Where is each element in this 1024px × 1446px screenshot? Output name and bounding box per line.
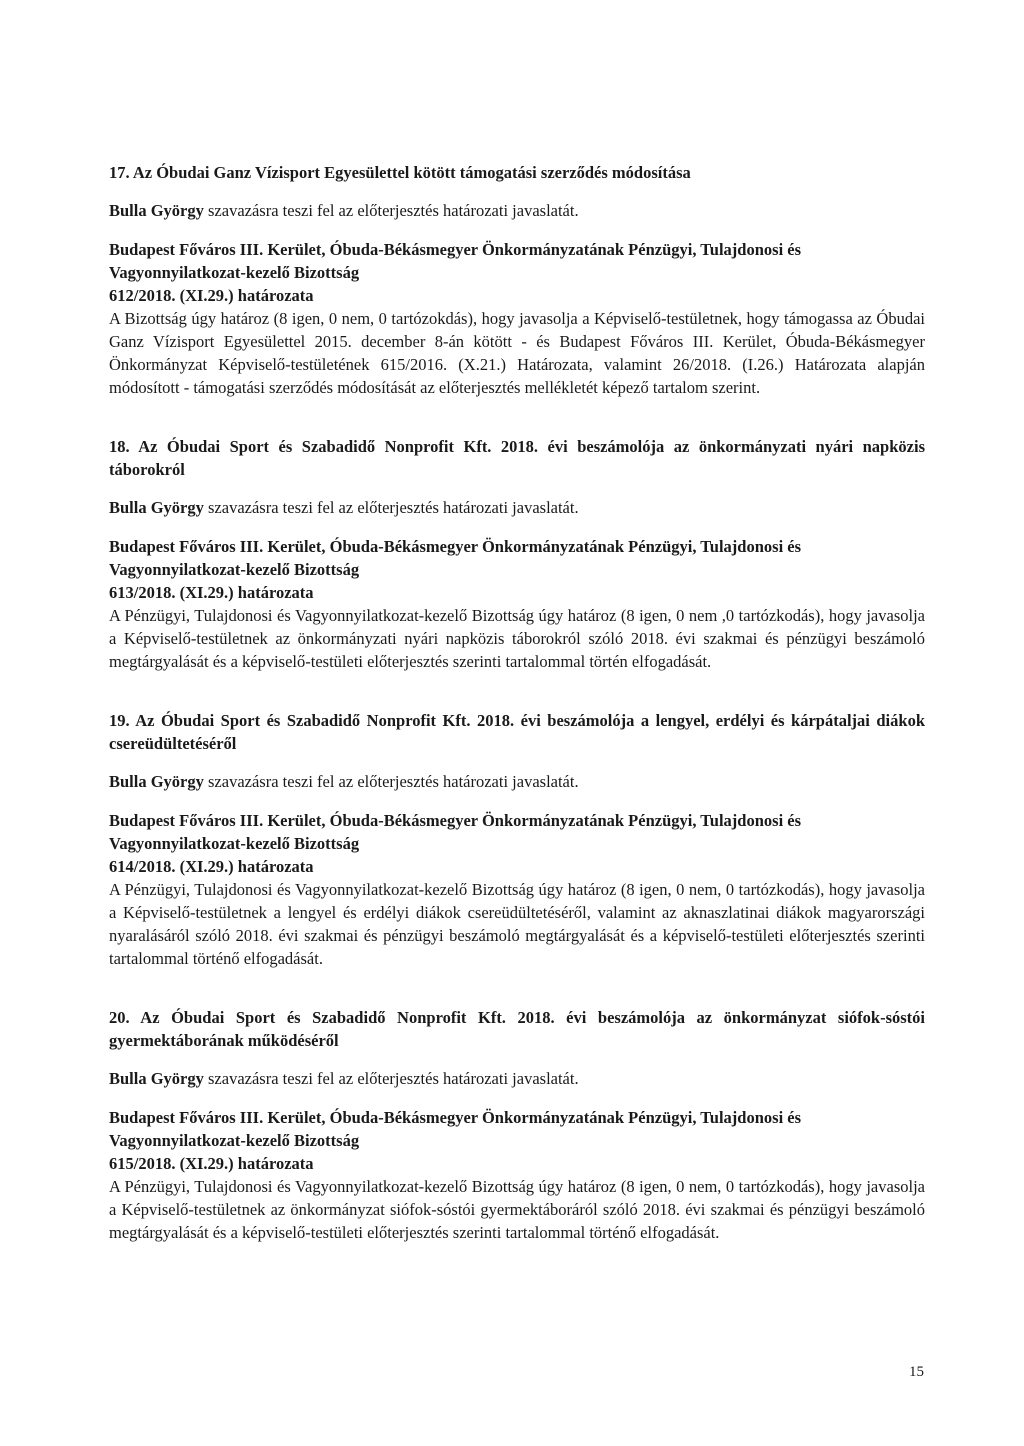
agenda-item-17 [109, 161, 925, 399]
vote-proposal [109, 1067, 925, 1090]
proposer-text: szavazásra teszi fel az előterjesztés határozati javaslatát. [203, 1069, 579, 1088]
resolution-number: 614/2018. (XI.29.) határozata [109, 857, 314, 876]
resolution-text: A Bizottság úgy határoz (8 igen, 0 nem, 0 tartózokdás), hogy javasolja a Képviselő-testületnek, hogy támogassa az Óbudai Ganz Vízisport Egyesülettel 2015. december 8-án kötött - és Budapest Főváros III. Kerület, Óbuda-Békásmegyer Önkormányzat Képviselő-testületének 615/2016. (X.21.) Határozata, valamint 26/2018. (I.26.) Határozata alapján módosított - támogatási szerződés módosítását az előterjesztés mellékletét képező tartalom szerint. [109, 309, 925, 397]
resolution-text: A Pénzügyi, Tulajdonosi és Vagyonnyilatkozat-kezelő Bizottság úgy határoz (8 igen, 0 nem, 0 tartózkodás), hogy javasolja a Képviselő-testületnek az önkormányzat siófok-sóstói gyermektáboráról szóló 2018. évi szakmai és pénzügyi beszámoló megtárgyalását és a képviselő-testületi előterjesztés szerinti tartalommal történő elfogadását. [109, 1177, 925, 1242]
committee-name: Budapest Főváros III. Kerület, Óbuda-Békásmegyer Önkormányzatának Pénzügyi, Tulajdonosi és Vagyonnyilatkozat-kezelő Bizottság [109, 1108, 802, 1150]
agenda-item-title: 17. Az Óbudai Ganz Vízisport Egyesülettel kötött támogatási szerződés módosítása [109, 163, 691, 182]
proposer-text: szavazásra teszi fel az előterjesztés határozati javaslatát. [203, 772, 579, 791]
resolution-number: 613/2018. (XI.29.) határozata [109, 583, 314, 602]
agenda-item-18 [109, 435, 925, 673]
agenda-item-title: 20. Az Óbudai Sport és Szabadidő Nonprofit Kft. 2018. évi beszámolója az önkormányzat siófok-sóstói gyermektáborának működéséről [109, 1008, 925, 1050]
page-number: 15 [909, 1364, 924, 1380]
committee-name: Budapest Főváros III. Kerület, Óbuda-Békásmegyer Önkormányzatának Pénzügyi, Tulajdonosi és Vagyonnyilatkozat-kezelő Bizottság [109, 537, 802, 579]
resolution-number: 612/2018. (XI.29.) határozata [109, 286, 314, 305]
committee-name: Budapest Főváros III. Kerület, Óbuda-Békásmegyer Önkormányzatának Pénzügyi, Tulajdonosi és Vagyonnyilatkozat-kezelő Bizottság [109, 811, 802, 853]
proposer-text: szavazásra teszi fel az előterjesztés határozati javaslatát. [203, 201, 579, 220]
agenda-item-19 [109, 709, 925, 970]
vote-proposal [109, 770, 925, 793]
document-page [109, 161, 925, 1280]
proposer-name: Bulla György [109, 498, 204, 517]
vote-proposal [109, 199, 925, 222]
proposer-name: Bulla György [109, 772, 204, 791]
proposer-name: Bulla György [109, 1069, 204, 1088]
agenda-item-title: 18. Az Óbudai Sport és Szabadidő Nonprofit Kft. 2018. évi beszámolója az önkormányzati nyári napközis táborokról [109, 437, 925, 479]
agenda-item-title: 19. Az Óbudai Sport és Szabadidő Nonprofit Kft. 2018. évi beszámolója a lengyel, erdélyi és kárpátaljai diákok cserеüdültetéséről [109, 711, 925, 753]
resolution-text: A Pénzügyi, Tulajdonosi és Vagyonnyilatkozat-kezelő Bizottság úgy határoz (8 igen, 0 nem ,0 tartózkodás), hogy javasolja a Képviselő-testületnek az önkormányzati nyári napközis táborokról szóló 2018. évi szakmai és pénzügyi beszámoló megtárgyalását és a képviselő-testületi előterjesztés szerinti tartalommal történ elfogadását. [109, 606, 925, 671]
agenda-item-20 [109, 1006, 925, 1244]
proposer-text: szavazásra teszi fel az előterjesztés határozati javaslatát. [203, 498, 579, 517]
committee-name: Budapest Főváros III. Kerület, Óbuda-Békásmegyer Önkormányzatának Pénzügyi, Tulajdonosi és Vagyonnyilatkozat-kezelő Bizottság [109, 240, 802, 282]
resolution-number: 615/2018. (XI.29.) határozata [109, 1154, 314, 1173]
vote-proposal [109, 496, 925, 519]
proposer-name: Bulla György [109, 201, 204, 220]
resolution-text: A Pénzügyi, Tulajdonosi és Vagyonnyilatkozat-kezelő Bizottság úgy határoz (8 igen, 0 nem, 0 tartózkodás), hogy javasolja a Képviselő-testületnek a lengyel és erdélyi diákok csereüdültetéséről, valamint az aknaszlatinai diákok magyarországi nyaralásáról szóló 2018. évi szakmai és pénzügyi beszámoló megtárgyalását és a képviselő-testületi előterjesztés szerinti tartalommal történő elfogadását. [109, 880, 925, 968]
